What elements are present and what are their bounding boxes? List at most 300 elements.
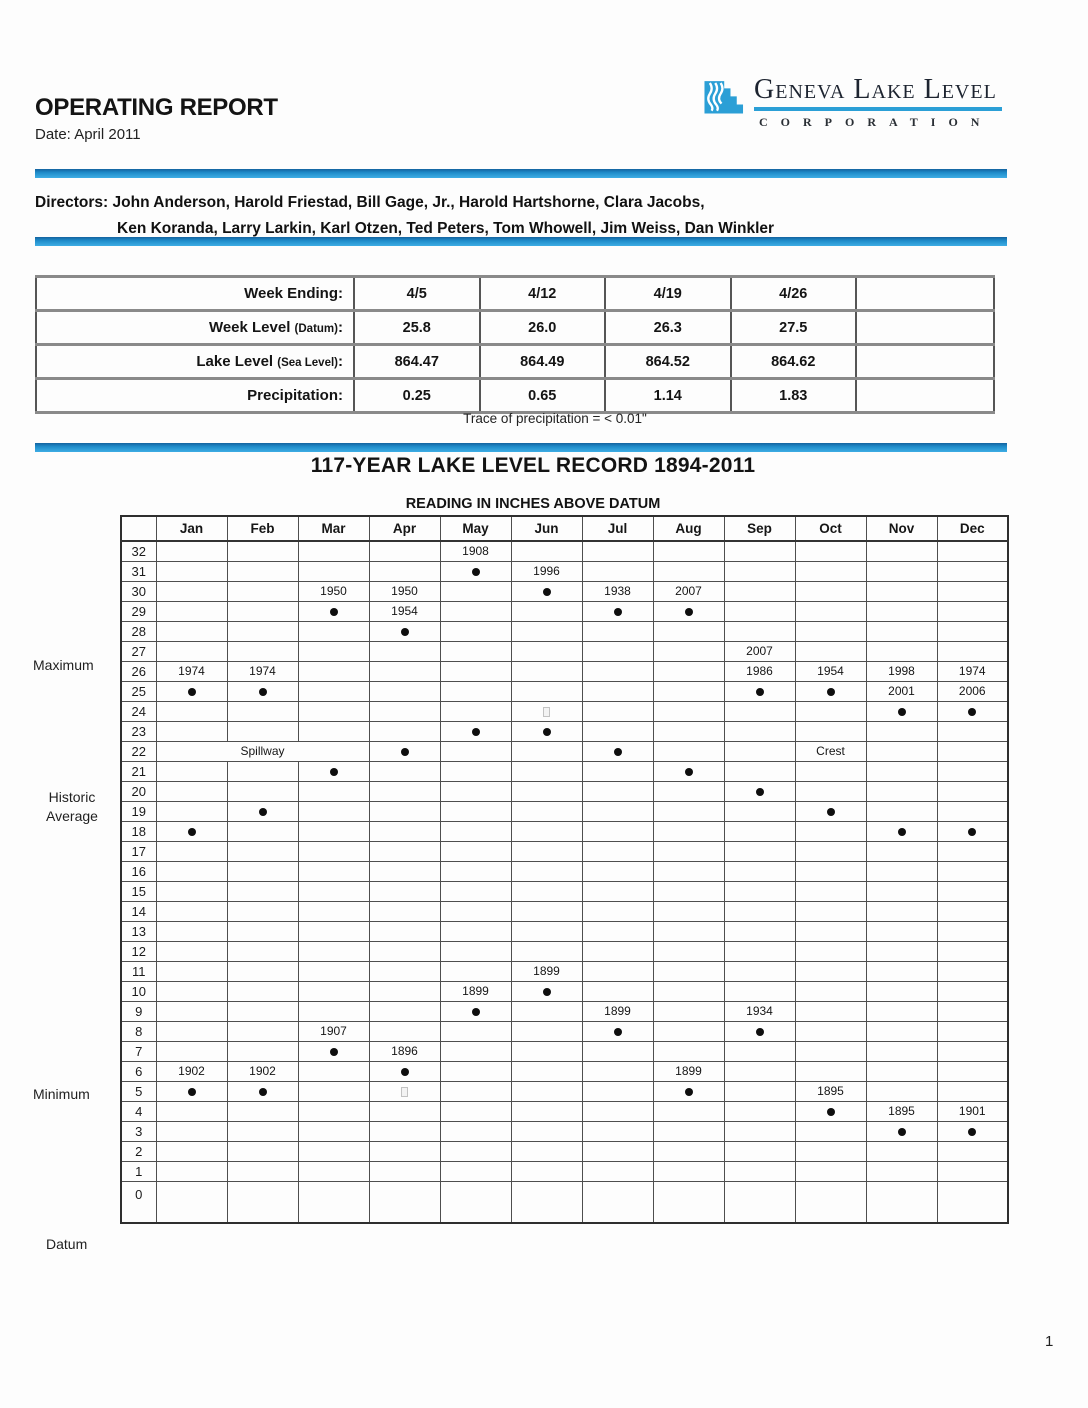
side-label-historic: Historic bbox=[48, 789, 96, 805]
year-label: 2001 bbox=[888, 684, 915, 698]
grid-cell bbox=[227, 1121, 298, 1141]
grid-cell bbox=[866, 581, 937, 601]
side-label-minimum: Minimum bbox=[33, 1086, 90, 1102]
grid-cell bbox=[866, 861, 937, 881]
row-label: 8 bbox=[121, 1021, 156, 1041]
month-header-feb: Feb bbox=[227, 516, 298, 541]
lake-level-record-grid bbox=[120, 515, 1009, 1224]
grid-cell bbox=[653, 1001, 724, 1021]
grid-cell bbox=[156, 881, 227, 901]
grid-cell bbox=[369, 721, 440, 741]
year-label: 1974 bbox=[249, 664, 276, 678]
grid-cell bbox=[866, 1161, 937, 1181]
grid-cell bbox=[156, 1161, 227, 1181]
record-chart-subtitle: READING IN INCHES ABOVE DATUM bbox=[405, 496, 661, 512]
dot-marker bbox=[401, 628, 409, 636]
row-label: 24 bbox=[121, 701, 156, 721]
grid-cell bbox=[653, 881, 724, 901]
grid-cell bbox=[724, 1001, 795, 1021]
grid-cell bbox=[795, 661, 866, 681]
weekly-summary-table bbox=[35, 275, 995, 414]
grid-cell bbox=[369, 981, 440, 1001]
year-label: 1938 bbox=[604, 584, 631, 598]
grid-cell bbox=[653, 821, 724, 841]
weekly-value-cell: 864.47 bbox=[354, 345, 480, 379]
dot-marker bbox=[756, 788, 764, 796]
month-header-dec: Dec bbox=[937, 516, 1008, 541]
grid-cell bbox=[582, 761, 653, 781]
grid-cell bbox=[440, 801, 511, 821]
logo-underline bbox=[754, 107, 1002, 111]
grid-cell bbox=[511, 1001, 582, 1021]
dot-marker bbox=[188, 828, 196, 836]
dot-marker bbox=[543, 588, 551, 596]
grid-cell bbox=[582, 981, 653, 1001]
grid-row bbox=[121, 881, 1008, 901]
grid-text-label: Spillway bbox=[240, 744, 285, 758]
grid-cell bbox=[369, 781, 440, 801]
grid-cell bbox=[156, 661, 227, 681]
year-label: 1902 bbox=[249, 1064, 276, 1078]
grid-cell bbox=[653, 1101, 724, 1121]
grid-cell bbox=[440, 661, 511, 681]
grid-cell bbox=[156, 1001, 227, 1021]
grid-cell bbox=[653, 561, 724, 581]
grid-row bbox=[121, 921, 1008, 941]
grid-cell bbox=[511, 561, 582, 581]
grid-cell bbox=[724, 1121, 795, 1141]
dot-marker bbox=[543, 728, 551, 736]
grid-cell bbox=[511, 641, 582, 661]
side-label-historic-average bbox=[36, 788, 108, 826]
grid-cell bbox=[440, 1021, 511, 1041]
grid-cell bbox=[156, 921, 227, 941]
grid-cell bbox=[298, 701, 369, 721]
month-header-jan: Jan bbox=[156, 516, 227, 541]
dot-marker bbox=[685, 768, 693, 776]
grid-cell bbox=[653, 701, 724, 721]
dot-marker bbox=[827, 1108, 835, 1116]
grid-cell bbox=[298, 1001, 369, 1021]
grid-cell bbox=[866, 801, 937, 821]
grid-cell bbox=[866, 1001, 937, 1021]
grid-cell bbox=[511, 721, 582, 741]
grid-cell bbox=[937, 1161, 1008, 1181]
grid-cell bbox=[369, 541, 440, 561]
grid-cell bbox=[866, 661, 937, 681]
grid-cell bbox=[582, 1141, 653, 1161]
weekly-value-cell bbox=[856, 311, 994, 345]
dot-marker bbox=[614, 748, 622, 756]
grid-cell bbox=[937, 901, 1008, 921]
grid-cell bbox=[937, 601, 1008, 621]
dot-marker bbox=[614, 608, 622, 616]
grid-cell bbox=[866, 1061, 937, 1081]
weekly-value-cell: 0.65 bbox=[480, 379, 606, 413]
grid-cell bbox=[795, 1181, 866, 1223]
logo-text bbox=[754, 76, 1002, 130]
dot-marker bbox=[685, 608, 693, 616]
row-label: 4 bbox=[121, 1101, 156, 1121]
grid-cell bbox=[298, 1141, 369, 1161]
grid-row bbox=[121, 781, 1008, 801]
grid-cell bbox=[795, 581, 866, 601]
grid-cell bbox=[795, 681, 866, 701]
grid-cell bbox=[724, 741, 795, 761]
grid-row bbox=[121, 901, 1008, 921]
grid-cell bbox=[298, 1081, 369, 1101]
weekly-table-row bbox=[36, 311, 994, 345]
grid-cell bbox=[511, 1101, 582, 1121]
grid-cell bbox=[440, 741, 511, 761]
grid-cell bbox=[724, 1021, 795, 1041]
grid-cell bbox=[653, 761, 724, 781]
row-label: 7 bbox=[121, 1041, 156, 1061]
year-label: 1896 bbox=[391, 1044, 418, 1058]
grid-cell bbox=[298, 661, 369, 681]
grid-cell bbox=[724, 1061, 795, 1081]
grid-cell bbox=[298, 721, 369, 741]
month-header-sep: Sep bbox=[724, 516, 795, 541]
grid-cell bbox=[653, 601, 724, 621]
grid-cell bbox=[795, 1121, 866, 1141]
grid-row bbox=[121, 1141, 1008, 1161]
year-label: 1899 bbox=[462, 984, 489, 998]
grid-cell bbox=[724, 961, 795, 981]
grid-cell bbox=[227, 1021, 298, 1041]
grid-cell bbox=[653, 1021, 724, 1041]
grid-cell bbox=[440, 881, 511, 901]
grid-cell bbox=[440, 961, 511, 981]
grid-cell bbox=[298, 841, 369, 861]
grid-cell bbox=[511, 1081, 582, 1101]
grid-cell bbox=[724, 921, 795, 941]
grid-cell bbox=[156, 1181, 227, 1223]
side-label-datum: Datum bbox=[46, 1236, 88, 1252]
row-label: 32 bbox=[121, 541, 156, 561]
report-date: Date: April 2011 bbox=[35, 126, 141, 143]
grid-cell bbox=[653, 541, 724, 561]
dot-marker bbox=[259, 808, 267, 816]
grid-cell bbox=[937, 641, 1008, 661]
grid-cell bbox=[156, 761, 227, 781]
grid-cell bbox=[795, 541, 866, 561]
grid-cell bbox=[227, 1061, 298, 1081]
row-label: 14 bbox=[121, 901, 156, 921]
dot-marker bbox=[614, 1028, 622, 1036]
grid-cell bbox=[369, 801, 440, 821]
grid-cell bbox=[653, 1041, 724, 1061]
grid-cell bbox=[937, 661, 1008, 681]
grid-cell bbox=[582, 661, 653, 681]
grid-cell bbox=[298, 761, 369, 781]
grid-cell bbox=[511, 621, 582, 641]
grid-cell bbox=[298, 961, 369, 981]
grid-cell bbox=[795, 921, 866, 941]
grid-cell bbox=[582, 1181, 653, 1223]
month-header-oct: Oct bbox=[795, 516, 866, 541]
dot-marker bbox=[472, 728, 480, 736]
grid-cell bbox=[227, 641, 298, 661]
grid-cell bbox=[156, 941, 227, 961]
page-title: OPERATING REPORT bbox=[35, 94, 278, 121]
row-label: 11 bbox=[121, 961, 156, 981]
divider-rule-top bbox=[35, 169, 1007, 178]
grid-cell bbox=[866, 1121, 937, 1141]
year-label: 1908 bbox=[462, 544, 489, 559]
grid-cell bbox=[866, 1021, 937, 1041]
weekly-value-cell: 1.14 bbox=[605, 379, 731, 413]
grid-cell bbox=[866, 1081, 937, 1101]
row-label: 2 bbox=[121, 1141, 156, 1161]
grid-cell bbox=[937, 541, 1008, 561]
grid-cell bbox=[866, 941, 937, 961]
grid-cell bbox=[795, 961, 866, 981]
grid-cell bbox=[227, 661, 298, 681]
row-label: 13 bbox=[121, 921, 156, 941]
grid-cell bbox=[866, 961, 937, 981]
grid-cell bbox=[511, 541, 582, 561]
row-label: 1 bbox=[121, 1161, 156, 1181]
grid-cell bbox=[795, 741, 866, 761]
row-label: 26 bbox=[121, 661, 156, 681]
grid-cell bbox=[156, 901, 227, 921]
grid-cell bbox=[724, 981, 795, 1001]
grid-row bbox=[121, 541, 1008, 561]
grid-cell bbox=[582, 1161, 653, 1181]
weekly-value-cell: 864.52 bbox=[605, 345, 731, 379]
grid-cell bbox=[582, 1121, 653, 1141]
grid-cell bbox=[440, 781, 511, 801]
grid-cell bbox=[156, 1041, 227, 1061]
dot-marker bbox=[898, 1128, 906, 1136]
grid-cell bbox=[653, 921, 724, 941]
grid-cell bbox=[298, 561, 369, 581]
grid-cell bbox=[582, 941, 653, 961]
year-label: 1954 bbox=[391, 604, 418, 618]
grid-cell bbox=[227, 761, 298, 781]
grid-cell bbox=[156, 861, 227, 881]
grid-cell bbox=[440, 1181, 511, 1223]
grid-cell bbox=[227, 961, 298, 981]
dot-marker bbox=[827, 688, 835, 696]
grid-cell bbox=[369, 1081, 440, 1101]
dot-marker bbox=[188, 1088, 196, 1096]
grid-cell bbox=[511, 661, 582, 681]
grid-cell bbox=[724, 941, 795, 961]
grid-cell bbox=[227, 981, 298, 1001]
grid-cell bbox=[298, 861, 369, 881]
grid-cell bbox=[937, 581, 1008, 601]
grid-row bbox=[121, 801, 1008, 821]
grid-row bbox=[121, 841, 1008, 861]
weekly-table-row bbox=[36, 277, 994, 311]
grid-cell bbox=[369, 641, 440, 661]
grid-cell bbox=[582, 561, 653, 581]
grid-cell bbox=[866, 781, 937, 801]
dot-marker bbox=[188, 688, 196, 696]
grid-cell bbox=[724, 1181, 795, 1223]
grid-cell bbox=[156, 541, 227, 561]
grid-cell bbox=[582, 621, 653, 641]
grid-cell bbox=[937, 761, 1008, 781]
directors-line1: Directors: John Anderson, Harold Friestad, Bill Gage, Jr., Harold Hartshorne, Clara Jacobs, bbox=[35, 194, 705, 211]
grid-cell bbox=[511, 781, 582, 801]
row-label: 21 bbox=[121, 761, 156, 781]
grid-cell bbox=[724, 541, 795, 561]
row-label: 20 bbox=[121, 781, 156, 801]
square-marker bbox=[543, 707, 550, 717]
weekly-row-label: Precipitation: bbox=[36, 379, 354, 413]
grid-cell bbox=[724, 721, 795, 741]
grid-cell bbox=[866, 841, 937, 861]
grid-cell bbox=[440, 641, 511, 661]
grid-cell bbox=[227, 701, 298, 721]
grid-cell bbox=[369, 1161, 440, 1181]
grid-cell bbox=[866, 701, 937, 721]
grid-cell bbox=[156, 601, 227, 621]
grid-cell bbox=[298, 981, 369, 1001]
grid-cell bbox=[724, 781, 795, 801]
year-label: 1895 bbox=[888, 1104, 915, 1118]
grid-row bbox=[121, 1161, 1008, 1181]
grid-cell bbox=[795, 721, 866, 741]
dot-marker bbox=[401, 748, 409, 756]
grid-cell bbox=[440, 901, 511, 921]
grid-cell bbox=[653, 1141, 724, 1161]
dot-marker bbox=[472, 1008, 480, 1016]
grid-cell bbox=[298, 781, 369, 801]
year-label: 1996 bbox=[533, 564, 560, 578]
grid-cell bbox=[582, 1081, 653, 1101]
grid-cell bbox=[511, 981, 582, 1001]
dot-marker bbox=[330, 608, 338, 616]
grid-cell bbox=[724, 661, 795, 681]
grid-cell bbox=[582, 1101, 653, 1121]
grid-cell bbox=[369, 1141, 440, 1161]
grid-row bbox=[121, 581, 1008, 601]
grid-cell bbox=[369, 1001, 440, 1021]
grid-cell bbox=[369, 701, 440, 721]
record-chart-title: 117-YEAR LAKE LEVEL RECORD 1894-2011 bbox=[310, 454, 756, 477]
side-label-maximum: Maximum bbox=[33, 657, 94, 673]
year-label: 1899 bbox=[604, 1004, 631, 1018]
divider-rule-middle bbox=[35, 237, 1007, 246]
grid-cell bbox=[724, 641, 795, 661]
grid-cell bbox=[298, 921, 369, 941]
grid-cell bbox=[866, 921, 937, 941]
weekly-row-label: Lake Level (Sea Level): bbox=[36, 345, 354, 379]
year-label: 1954 bbox=[817, 664, 844, 678]
grid-cell bbox=[653, 1061, 724, 1081]
grid-cell bbox=[866, 601, 937, 621]
year-label: 2007 bbox=[675, 584, 702, 598]
row-label: 16 bbox=[121, 861, 156, 881]
grid-cell bbox=[866, 1041, 937, 1061]
grid-cell bbox=[440, 1101, 511, 1121]
month-header-apr: Apr bbox=[369, 516, 440, 541]
grid-cell bbox=[156, 781, 227, 801]
row-label: 3 bbox=[121, 1121, 156, 1141]
grid-cell bbox=[795, 701, 866, 721]
grid-cell bbox=[227, 581, 298, 601]
weekly-value-cell bbox=[856, 277, 994, 311]
year-label: 1902 bbox=[178, 1064, 205, 1078]
year-label: 1974 bbox=[958, 664, 986, 678]
grid-cell bbox=[866, 821, 937, 841]
grid-row bbox=[121, 761, 1008, 781]
grid-cell bbox=[227, 861, 298, 881]
precipitation-note: Trace of precipitation = < 0.01" bbox=[463, 411, 647, 426]
grid-cell bbox=[369, 681, 440, 701]
row-label: 30 bbox=[121, 581, 156, 601]
grid-cell bbox=[653, 901, 724, 921]
grid-cell bbox=[795, 861, 866, 881]
year-label: 1934 bbox=[746, 1004, 773, 1018]
weekly-value-cell: 4/26 bbox=[731, 277, 857, 311]
grid-cell bbox=[582, 861, 653, 881]
grid-row bbox=[121, 661, 1008, 681]
row-label: 19 bbox=[121, 801, 156, 821]
row-label: 31 bbox=[121, 561, 156, 581]
grid-cell bbox=[440, 581, 511, 601]
dot-marker bbox=[898, 708, 906, 716]
grid-cell bbox=[866, 561, 937, 581]
weekly-value-cell: 25.8 bbox=[354, 311, 480, 345]
year-label: 1998 bbox=[888, 664, 915, 678]
grid-cell bbox=[937, 721, 1008, 741]
grid-cell bbox=[795, 801, 866, 821]
dot-marker bbox=[756, 1028, 764, 1036]
dot-marker bbox=[968, 708, 976, 716]
grid-cell bbox=[866, 901, 937, 921]
grid-cell bbox=[156, 681, 227, 701]
grid-cell bbox=[227, 781, 298, 801]
year-label: 2006 bbox=[958, 684, 986, 698]
weekly-value-cell bbox=[856, 379, 994, 413]
grid-cell bbox=[724, 1141, 795, 1161]
grid-cell bbox=[582, 681, 653, 701]
grid-cell bbox=[795, 1041, 866, 1061]
dot-marker bbox=[756, 688, 764, 696]
row-label: 28 bbox=[121, 621, 156, 641]
grid-cell bbox=[298, 681, 369, 701]
grid-cell bbox=[298, 941, 369, 961]
grid-cell bbox=[440, 981, 511, 1001]
grid-cell bbox=[156, 641, 227, 661]
grid-cell bbox=[440, 1161, 511, 1181]
grid-cell bbox=[369, 841, 440, 861]
grid-cell bbox=[369, 821, 440, 841]
grid-cell bbox=[582, 741, 653, 761]
grid-cell bbox=[227, 1181, 298, 1223]
grid-cell bbox=[440, 1041, 511, 1061]
grid-cell bbox=[227, 841, 298, 861]
dot-marker bbox=[543, 988, 551, 996]
grid-cell bbox=[724, 681, 795, 701]
grid-cell bbox=[511, 941, 582, 961]
grid-cell bbox=[724, 701, 795, 721]
grid-cell bbox=[724, 881, 795, 901]
directors-line2: Ken Koranda, Larry Larkin, Karl Otzen, Ted Peters, Tom Whowell, Jim Weiss, Dan Winkler bbox=[117, 219, 775, 237]
grid-cell bbox=[440, 721, 511, 741]
grid-row bbox=[121, 561, 1008, 581]
directors-block bbox=[35, 190, 774, 241]
grid-cell bbox=[937, 821, 1008, 841]
grid-cell bbox=[653, 841, 724, 861]
grid-cell bbox=[227, 601, 298, 621]
grid-cell bbox=[653, 581, 724, 601]
